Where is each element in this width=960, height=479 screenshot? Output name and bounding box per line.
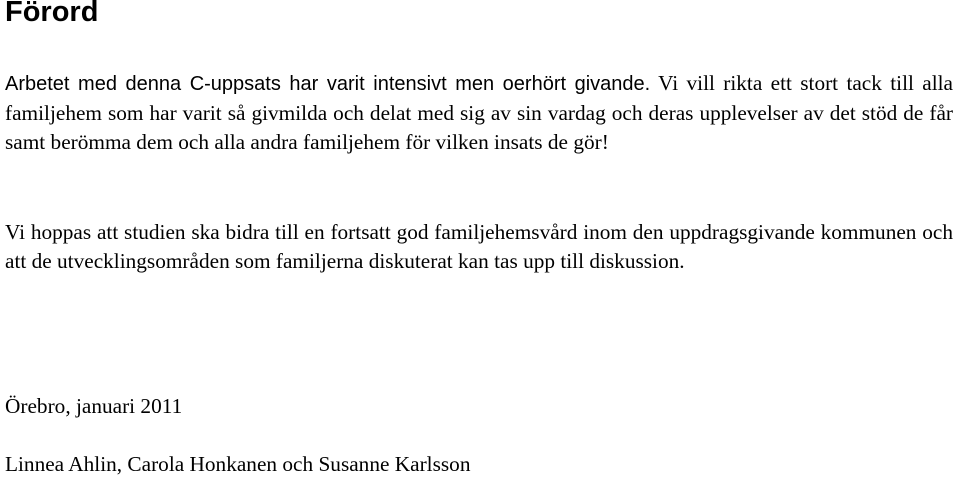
paragraph-acknowledgement — [5, 69, 953, 157]
page-title: Förord — [5, 0, 99, 28]
paragraph-acknowledgement-lead: Arbetet med denna C-uppsats har varit intensivt men oerhört givande. — [5, 73, 651, 95]
paragraph-hope: Vi hoppas att studien ska bidra till en fortsatt god familjehemsvård inom den uppdragsgivande kommunen och att de utvecklingsområden som familjerna diskuterat kan tas upp till diskussion. — [5, 220, 953, 273]
place-and-date: Örebro, januari 2011 — [5, 394, 183, 418]
authors-signature: Linnea Ahlin, Carola Honkanen och Susanne Karlsson — [5, 452, 471, 476]
paragraph-acknowledgement-rest: Vi vill rikta ett stort tack till alla familjehem som har varit så givmilda och delat med sig av sin vardag och deras upplevelser av det stöd de får samt berömma dem och alla andra familjehem för vilken insats de gör! — [5, 71, 953, 154]
